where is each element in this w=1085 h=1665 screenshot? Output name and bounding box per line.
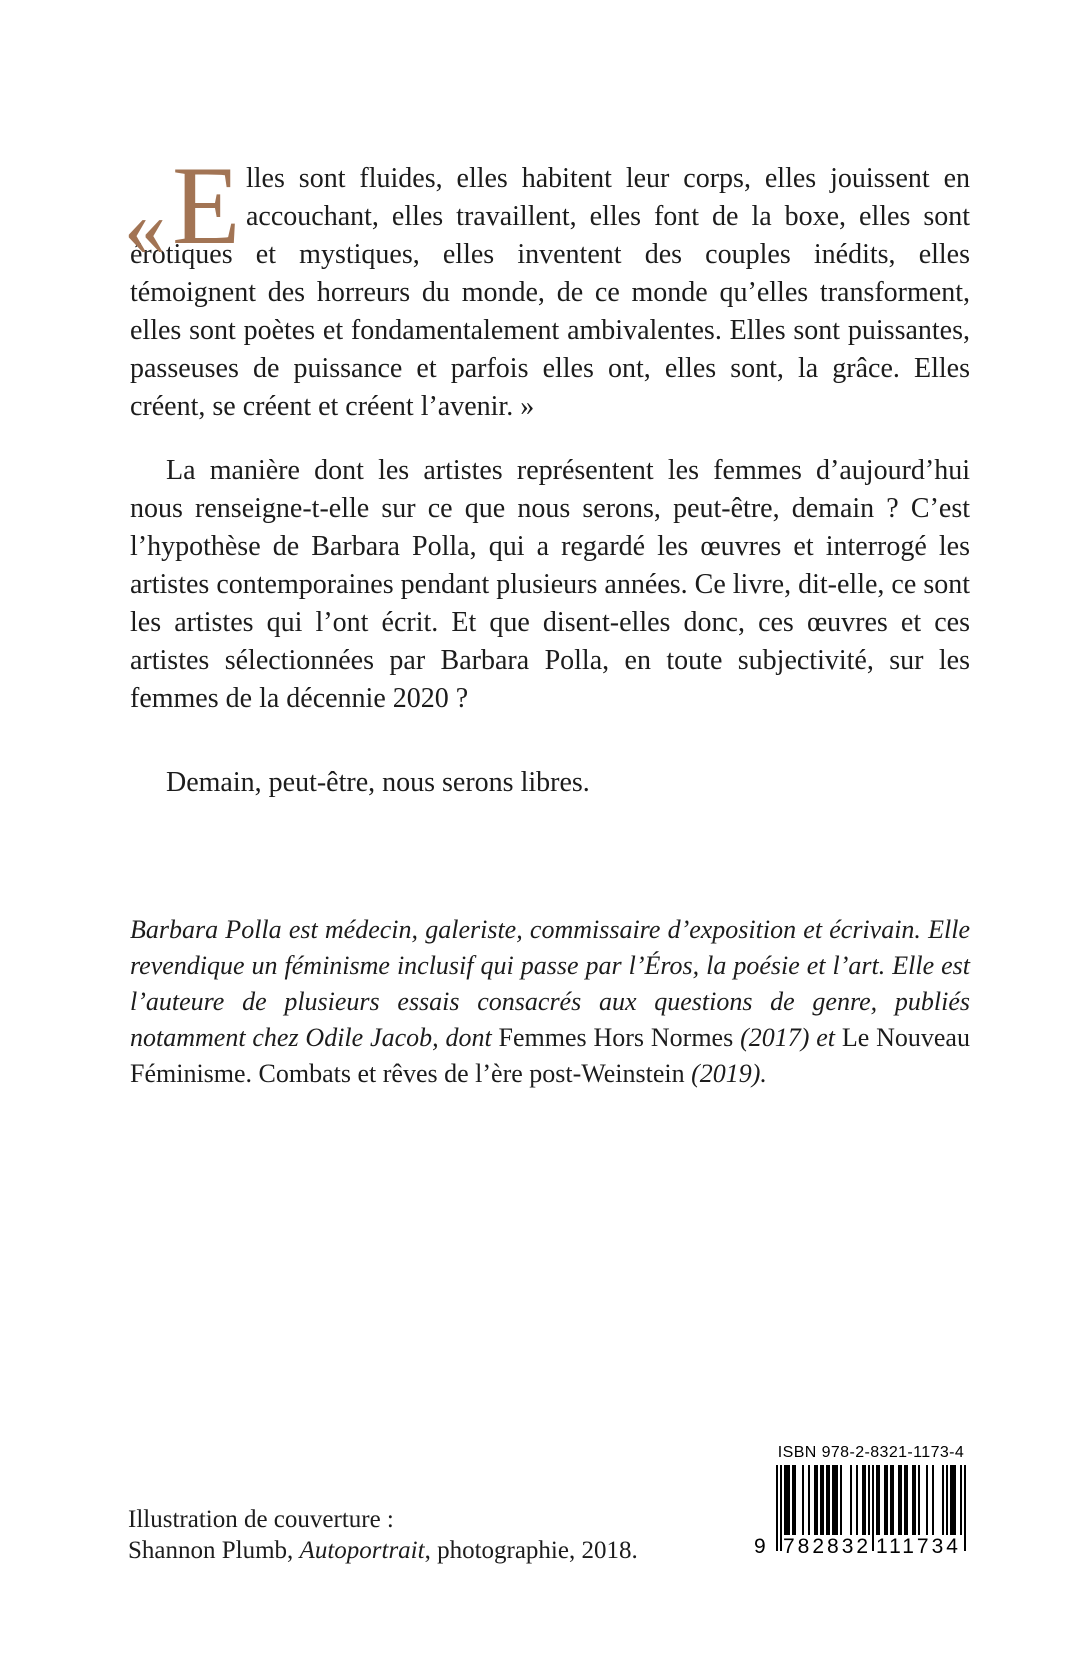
opening-quote-mark: « xyxy=(124,181,166,274)
barcode-bar xyxy=(954,1465,956,1537)
dropcap-letter: E xyxy=(172,144,241,268)
barcode-bar xyxy=(802,1465,804,1537)
barcode-bar xyxy=(788,1465,790,1537)
barcode-bar xyxy=(836,1465,838,1537)
author-bio xyxy=(130,912,970,1092)
bio-text-segment: , photographie, 2018. xyxy=(424,1537,638,1564)
barcode-digits-right: 111734 xyxy=(876,1535,961,1558)
barcode-digits-left: 782832 xyxy=(783,1535,872,1558)
bio-text-segment: Autoportrait xyxy=(299,1537,425,1564)
barcode-bar xyxy=(808,1465,810,1537)
barcode-bar xyxy=(914,1465,916,1537)
barcode-bar xyxy=(850,1465,852,1537)
barcode-bar xyxy=(946,1465,948,1537)
bio-text-segment: Barbara Polla est médecin, galeriste, commissaire d’exposition et écrivain. Elle revendique un féminisme inclusif qui passe par l’Éros, la poésie et l’art. Elle est l’auteure de plusieurs essais consacrés aux questions de genre, publiés notamment chez Odile Jacob, dont xyxy=(130,915,970,1052)
barcode-bar xyxy=(856,1465,858,1537)
bio-text-segment: Le Nouveau Féminisme. Combats et rêves de l’ère post-Weinstein xyxy=(130,1023,970,1088)
barcode-digits xyxy=(754,1535,966,1559)
credits-line-2 xyxy=(128,1535,638,1566)
dropcap-wrap xyxy=(124,144,246,274)
bio-text-segment: Shannon Plumb, xyxy=(128,1537,300,1564)
quote-paragraph xyxy=(124,144,970,426)
bio-text-segment: (2017) et xyxy=(733,1023,842,1052)
paragraph-closing: Demain, peut-être, nous serons libres. xyxy=(166,767,590,798)
barcode-bar xyxy=(918,1465,920,1537)
cover-credits xyxy=(128,1504,638,1566)
isbn-label: ISBN 978-2-8321-1173-4 xyxy=(777,1444,965,1461)
barcode-bar xyxy=(926,1465,928,1537)
barcode-bar xyxy=(906,1465,908,1537)
barcode-bar xyxy=(878,1465,880,1537)
barcode-bar xyxy=(892,1465,894,1537)
barcode-bar xyxy=(942,1465,944,1537)
barcode-bar xyxy=(864,1465,866,1537)
barcode-bar xyxy=(794,1465,796,1537)
paragraph-main: La manière dont les artistes représentent les femmes d’aujourd’hui nous renseigne-t-elle sur ce que nous serons, peut-être, demain ? C’est l’hypothèse de Barbara Polla, qui a regardé les œuvres et interrogé les artistes contemporaines pendant plusieurs années. Ce livre, dit-elle, ce sont les artistes qui l’ont écrit. Et que disent-elles donc, ces œuvres et ces artistes sélectionnées par Barbara Polla, en toute subjectivité, sur les femmes de la décennie 2020 ? xyxy=(130,455,970,714)
quote-text: lles sont fluides, elles habitent leur corps, elles jouissent en accouchant, elles travaillent, elles font de la boxe, elles sont érotiques et mystiques, elles inventent des couples inédits, elles témoignent des horreurs du monde, de ce monde qu’elles transforment, elles sont poètes et fondamentalement ambivalentes. Elles sont puissantes, passeuses de puissance et parfois elles ont, elles sont, la grâce. Elles créent, se créent et créent l’avenir. » xyxy=(130,163,970,422)
barcode-block xyxy=(754,1444,966,1559)
barcode-bar xyxy=(900,1465,902,1537)
barcode-digit-lead: 9 xyxy=(754,1535,766,1558)
barcode-bar xyxy=(840,1465,842,1537)
bio-text-segment: (2019). xyxy=(684,1059,767,1088)
barcode-bar xyxy=(828,1465,830,1537)
credits-line-1: Illustration de couverture : xyxy=(128,1506,394,1533)
barcode-bar xyxy=(886,1465,888,1537)
barcode-bar xyxy=(932,1465,934,1537)
bio-text-segment: Femmes Hors Normes xyxy=(498,1023,734,1052)
barcode-bar xyxy=(822,1465,824,1537)
barcode-bar xyxy=(816,1465,818,1537)
